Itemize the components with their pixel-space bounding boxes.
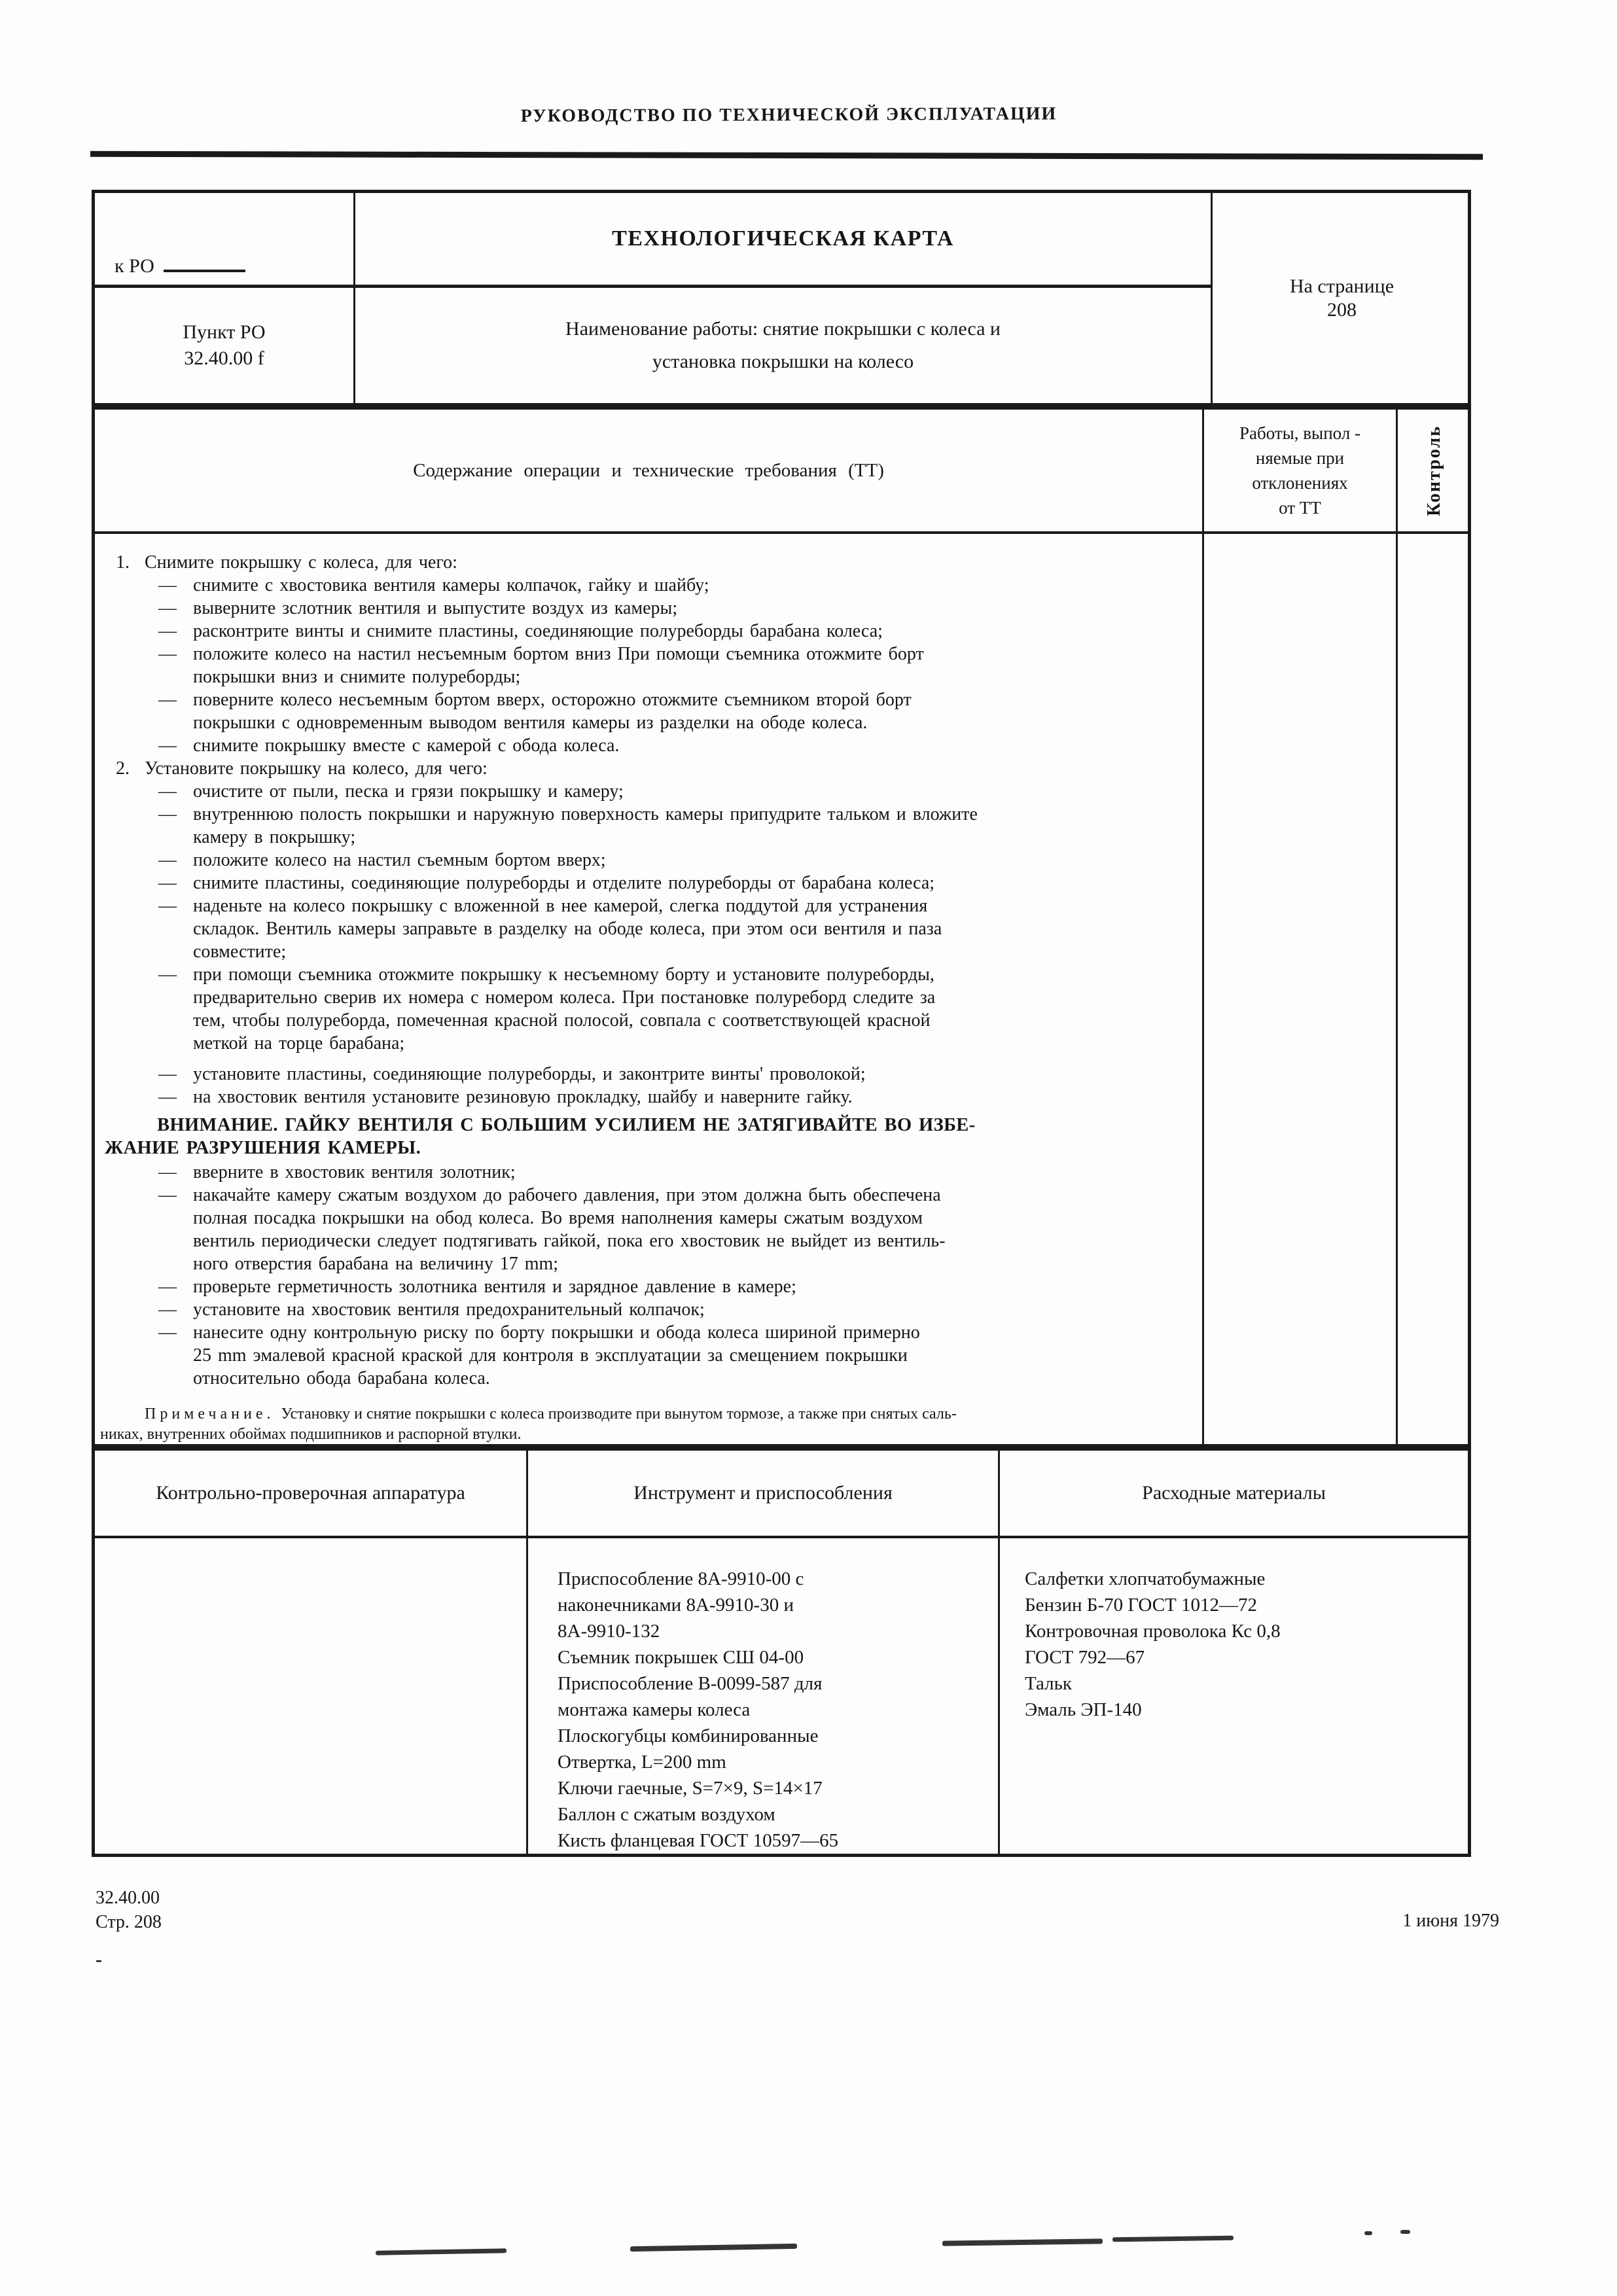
operations-table xyxy=(92,406,1471,1447)
tool-item: 8А-9910-132 xyxy=(558,1621,660,1642)
tool-item: Съемник покрышек СШ 04-00 xyxy=(558,1647,804,1668)
document-header-title: РУКОВОДСТВО ПО ТЕХНИЧЕСКОЙ ЭКСПЛУАТАЦИИ xyxy=(520,103,1057,126)
note-text: Установку и снятие покрышки с колеса производите при вынутом тормозе, а также при снятых саль- xyxy=(281,1405,957,1422)
dash-marker: — xyxy=(158,1185,177,1205)
card-header-table xyxy=(92,190,1471,406)
tool-item: Кисть фланцевая ГОСТ 10597—65 xyxy=(558,1830,839,1851)
column-header-materials: Расходные материалы xyxy=(1142,1482,1326,1504)
operation-item xyxy=(95,1161,1190,1184)
materials-list xyxy=(1025,1566,1450,1723)
operation-item xyxy=(95,620,1190,643)
operation-item xyxy=(95,849,1190,872)
text-line: снимите с хвостовика вентиля камеры колпачок, гайку и шайбу; xyxy=(193,575,709,595)
text-line: положите колесо на настил несъемным бортом вниз При помощи съемника отожмите борт xyxy=(193,644,924,664)
operation-item xyxy=(95,780,1190,803)
operations-list xyxy=(95,551,1190,1390)
operation-item xyxy=(95,1114,1190,1159)
operation-item xyxy=(95,574,1190,597)
text-line: ВНИМАНИЕ. ГАЙКУ ВЕНТИЛЯ С БОЛЬШИМ УСИЛИЕМ НЕ ЗАТЯГИВАЙТЕ ВО ИЗБЕ- xyxy=(157,1115,976,1135)
table-divider xyxy=(1396,410,1398,1444)
material-item: Бензин Б-70 ГОСТ 1012—72 xyxy=(1025,1595,1257,1616)
tool-item: Отвертка, L=200 mm xyxy=(558,1752,726,1773)
table-divider xyxy=(95,1536,1468,1538)
tool-item: Приспособление 8А-9910-00 с xyxy=(558,1568,804,1589)
text-line: наденьте на колесо покрышку с вложенной в нее камерой, слегка поддутой для устранения xyxy=(193,896,928,916)
dash-marker: — xyxy=(158,598,177,618)
work-name-line: установка покрышки на колесо xyxy=(652,351,914,372)
item-number: 1. xyxy=(116,552,130,573)
dash-marker: — xyxy=(158,781,177,802)
operation-item xyxy=(95,551,1190,574)
operation-item xyxy=(95,1298,1190,1321)
tool-item: монтажа камеры колеса xyxy=(558,1699,751,1720)
dash-marker: — xyxy=(158,964,177,985)
operation-item xyxy=(95,757,1190,780)
text-line: при помощи съемника отожмите покрышку к несъемному борту и установите полуреборды, xyxy=(193,964,934,985)
deviations-header xyxy=(1204,410,1396,531)
dash-marker: — xyxy=(158,873,177,893)
text-line: покрышки с одновременным выводом вентиля камеры из разделки на ободе колеса. xyxy=(193,713,868,733)
text-line: тем, чтобы полуреборда, помеченная красной полосой, совпала с соответствующей красной xyxy=(193,1010,931,1031)
operation-item xyxy=(95,1063,1190,1086)
operation-item xyxy=(95,894,1190,963)
scan-artifact xyxy=(1112,2236,1234,2242)
material-item: Контровочная проволока Кс 0,8 xyxy=(1025,1621,1281,1642)
text-line: снимите пластины, соединяющие полуреборды и отделите полуреборды от барабана колеса; xyxy=(193,873,935,893)
text-line: снимите покрышку вместе с камерой с обода колеса. xyxy=(193,735,620,756)
dash-marker: — xyxy=(158,1087,177,1107)
dash-marker: — xyxy=(158,896,177,916)
scan-artifact xyxy=(630,2244,797,2252)
operation-item xyxy=(95,1275,1190,1298)
card-title: ТЕХНОЛОГИЧЕСКАЯ КАРТА xyxy=(612,226,954,251)
text-line: Снимите покрышку с колеса, для чего: xyxy=(145,552,457,573)
deviations-header-line: отклонениях xyxy=(1252,473,1348,493)
footer-date: 1 июня 1979 xyxy=(1402,1911,1499,1931)
column-header-tools: Инструмент и приспособления xyxy=(633,1482,893,1504)
text-line: 25 mm эмалевой красной краской для контроля в эксплуатации за смещением покрышки xyxy=(193,1345,908,1366)
text-line: предварительно сверив их номера с номером колеса. При постановке полуреборд следите за xyxy=(193,987,936,1008)
control-label: Контроль xyxy=(1424,425,1444,516)
footer-page-number: Стр. 208 xyxy=(96,1912,162,1932)
equipment-table xyxy=(92,1447,1471,1857)
tool-item: Ключи гаечные, S=7×9, S=14×17 xyxy=(558,1778,823,1799)
operation-item xyxy=(95,872,1190,894)
fill-in-blank-line xyxy=(164,270,245,272)
text-line: установите пластины, соединяющие полуреборды, и законтрите винты' проволокой; xyxy=(193,1064,866,1084)
dash-marker: — xyxy=(158,1299,177,1320)
text-line: очистите от пыли, песка и грязи покрышку и камеру; xyxy=(193,781,624,802)
scan-artifact xyxy=(1400,2230,1410,2234)
text-line: положите колесо на настил съемным бортом вверх; xyxy=(193,850,606,870)
material-item: Эмаль ЭП-140 xyxy=(1025,1699,1142,1720)
material-item: Тальк xyxy=(1025,1673,1072,1694)
text-line: относительно обода барабана колеса. xyxy=(193,1368,490,1388)
tools-list xyxy=(558,1566,976,1854)
text-line: накачайте камеру сжатым воздухом до рабочего давления, при этом должна быть обеспечена xyxy=(193,1185,941,1205)
deviations-header-line: от ТТ xyxy=(1279,498,1321,518)
dash-marker: — xyxy=(158,735,177,756)
text-line: внутреннюю полость покрышки и наружную поверхность камеры припудрите тальком и вложите xyxy=(193,804,978,824)
deviations-header-line: Работы, выпол - xyxy=(1239,423,1361,443)
operation-item xyxy=(95,688,1190,734)
dash-marker: — xyxy=(158,1277,177,1297)
text-line: на хвостовик вентиля установите резиновую прокладку, шайбу и наверните гайку. xyxy=(193,1087,853,1107)
work-name-cell xyxy=(355,288,1211,403)
note-first-line xyxy=(95,1404,1190,1424)
operation-item xyxy=(95,963,1190,1055)
text-line: ЖАНИЕ РАЗРУШЕНИЯ КАМЕРЫ. xyxy=(105,1138,421,1158)
text-line: Установите покрышку на колесо, для чего: xyxy=(145,758,488,779)
text-line: выверните зслотник вентиля и выпустите воздух из камеры; xyxy=(193,598,678,618)
control-header-cell xyxy=(1398,410,1471,531)
text-line: проверьте герметичность золотника вентиля и зарядное давление в камере; xyxy=(193,1277,796,1297)
dash-marker: — xyxy=(158,1162,177,1182)
tool-item: наконечниками 8А-9910-30 и xyxy=(558,1595,794,1616)
dash-marker: — xyxy=(158,1064,177,1084)
operation-item xyxy=(95,643,1190,688)
text-line: складок. Вентиль камеры заправьте в разделку на ободе колеса, при этом оси вентиля и паза xyxy=(193,919,942,939)
stray-mark: - xyxy=(96,1949,102,1970)
text-line: камеру в покрышку; xyxy=(193,827,356,847)
tool-item: Приспособление В-0099-587 для xyxy=(558,1673,823,1694)
tool-item: Баллон с сжатым воздухом xyxy=(558,1804,775,1825)
operation-item xyxy=(95,734,1190,757)
dash-marker: — xyxy=(158,690,177,710)
deviations-header-line: няемые при xyxy=(1255,448,1345,468)
dash-marker: — xyxy=(158,644,177,664)
text-line: установите на хвостовик вентиля предохранительный колпачок; xyxy=(193,1299,705,1320)
operation-item xyxy=(95,803,1190,849)
operation-item xyxy=(95,597,1190,620)
punkt-label: Пункт РО xyxy=(183,321,266,343)
text-line: поверните колесо несъемным бортом вверх, осторожно отожмите съемником второй борт xyxy=(193,690,912,710)
dash-marker: — xyxy=(158,850,177,870)
table-divider xyxy=(1202,410,1204,1444)
text-line: полная посадка покрышки на обод колеса. Во время наполнения камеры сжатым воздухом xyxy=(193,1208,923,1228)
text-line: покрышки вниз и снимите полуреборды; xyxy=(193,667,521,687)
item-number: 2. xyxy=(116,758,130,779)
dash-marker: — xyxy=(158,804,177,824)
punkt-ro-cell xyxy=(95,288,353,403)
note-label: Примечание. xyxy=(145,1405,275,1422)
text-line: совместите; xyxy=(193,942,287,962)
dash-marker: — xyxy=(158,575,177,595)
material-item: Салфетки хлопчатобумажные xyxy=(1025,1568,1266,1589)
operation-item xyxy=(95,1086,1190,1108)
operations-content-header: Содержание операции и технические требования (ТТ) xyxy=(413,459,884,481)
material-item: ГОСТ 792—67 xyxy=(1025,1647,1145,1668)
on-page-cell xyxy=(1213,193,1471,403)
k-ro-cell xyxy=(115,255,245,277)
k-ro-label: к РО xyxy=(115,255,154,277)
dash-marker: — xyxy=(158,621,177,641)
operation-item xyxy=(95,1184,1190,1275)
scan-artifact xyxy=(1364,2231,1372,2235)
text-line: вентиль периодически следует подтягивать гайкой, пока его хвостовик не выйдет из вентиль- xyxy=(193,1231,946,1251)
text-line: нанесите одну контрольную риску по борту покрышки и обода колеса шириной примерно xyxy=(193,1322,920,1343)
header-rule xyxy=(90,151,1483,160)
scan-artifact xyxy=(942,2238,1103,2246)
on-page-number: 208 xyxy=(1327,298,1357,321)
text-line: ного отверстия барабана на величину 17 mm; xyxy=(193,1254,559,1274)
operations-body xyxy=(95,534,1202,1444)
scan-artifact xyxy=(376,2248,506,2255)
text-line: меткой на торце барабана; xyxy=(193,1033,405,1053)
footer-section-code xyxy=(96,1886,162,1934)
column-header-control-apparatus: Контрольно-проверочная аппаратура xyxy=(156,1482,465,1504)
tool-item: Плоскогубцы комбинированные xyxy=(558,1725,819,1746)
text-line: вверните в хвостовик вентиля золотник; xyxy=(193,1162,516,1182)
text-line: расконтрите винты и снимите пластины, соединяющие полуреборды барабана колеса; xyxy=(193,621,883,641)
note-paragraph xyxy=(95,1404,1190,1444)
punkt-code: 32.40.00 f xyxy=(184,347,264,369)
dash-marker: — xyxy=(158,1322,177,1343)
note-text: никах, внутренних обоймах подшипников и распорной втулки. xyxy=(100,1426,522,1443)
work-name-line: Наименование работы: снятие покрышки с колеса и xyxy=(565,318,1001,340)
footer-code: 32.40.00 xyxy=(96,1888,160,1908)
operation-item xyxy=(95,1321,1190,1390)
on-page-label: На странице xyxy=(1289,275,1395,297)
